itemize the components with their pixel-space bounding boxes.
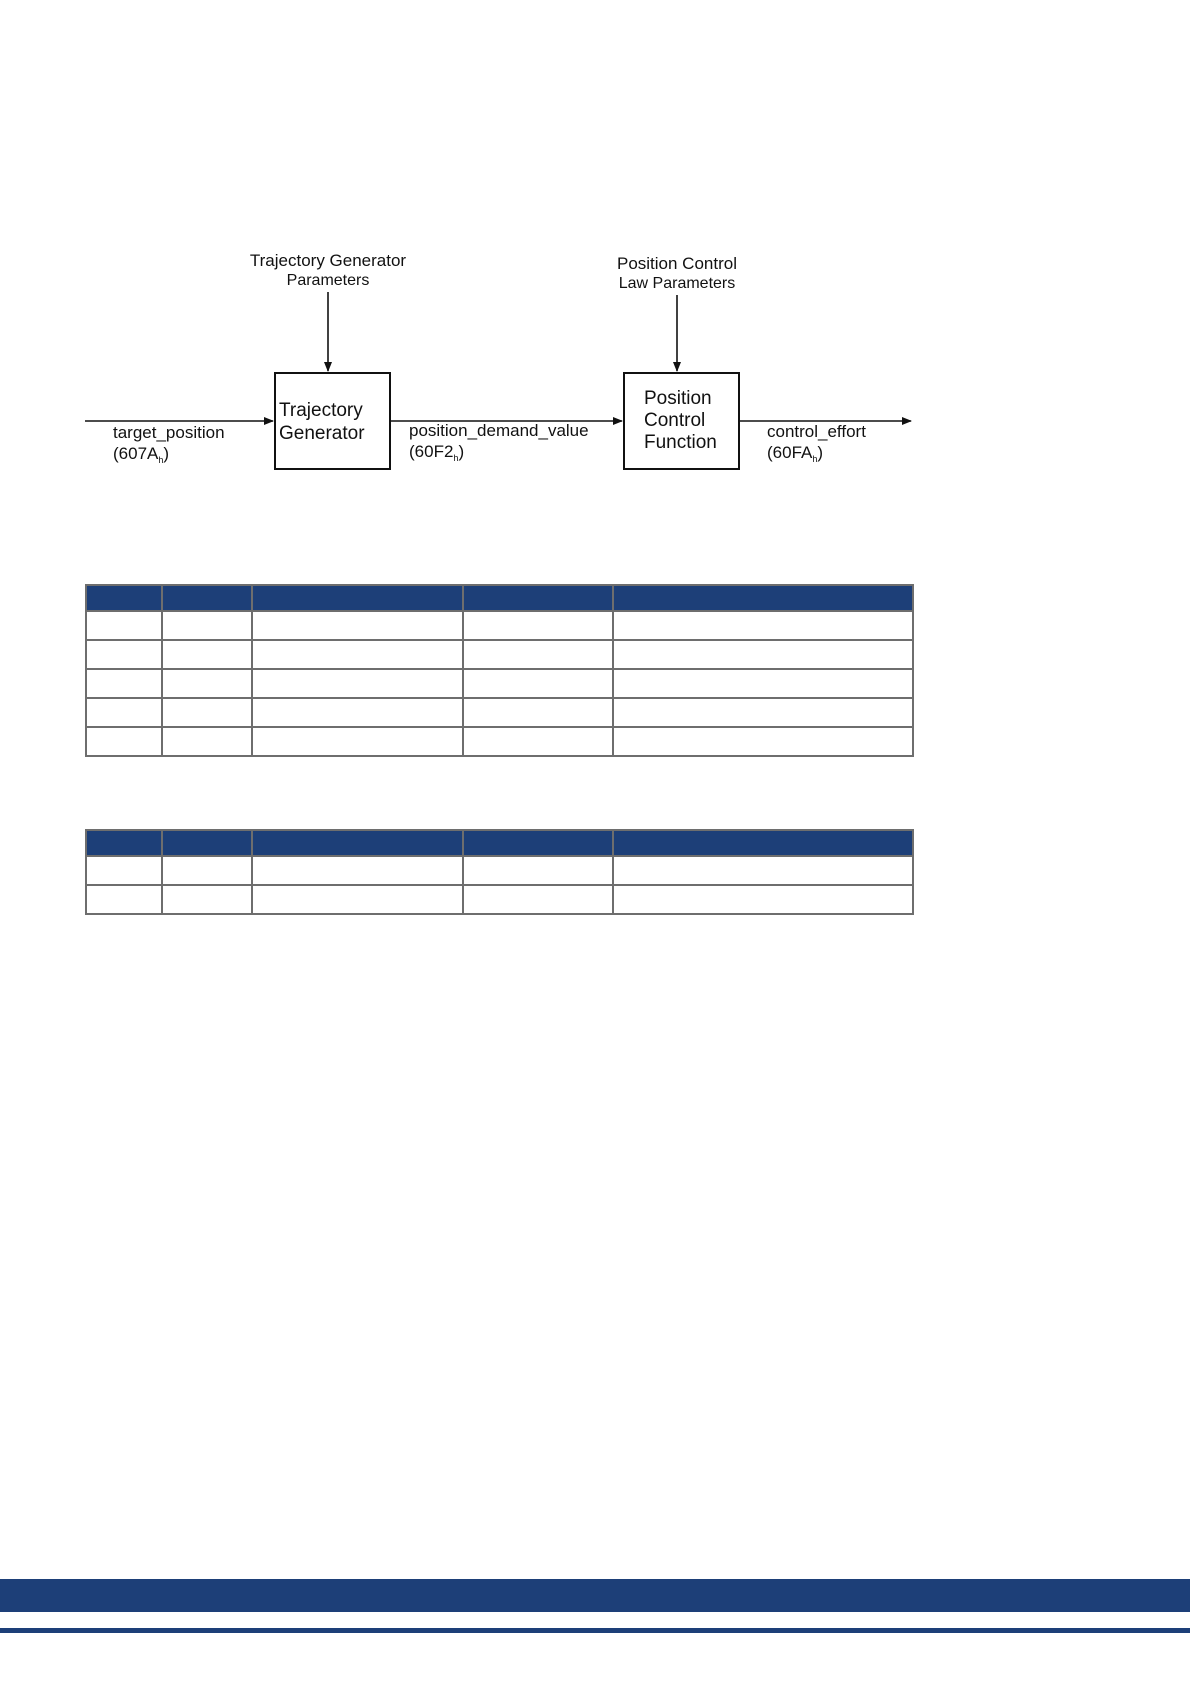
table-row [87, 728, 912, 755]
table-cell [87, 641, 161, 668]
target-position-index: $(607A_h)$ [113, 444, 170, 465]
table-cell [253, 699, 462, 726]
table-cell [253, 886, 462, 913]
table-cell [253, 670, 462, 697]
table-cell [464, 699, 612, 726]
parameter-table-2 [85, 829, 914, 915]
table-cell [87, 670, 161, 697]
table-header-cell [253, 586, 462, 610]
table-cell [253, 857, 462, 884]
table-cell [464, 670, 612, 697]
table-header-cell [464, 831, 612, 855]
table-cell [614, 641, 912, 668]
position-control-params-label-line2: Law Parameters [618, 275, 736, 292]
table-header-cell [87, 831, 161, 855]
table-cell [87, 886, 161, 913]
footer-bar [0, 1579, 1190, 1612]
table-row [87, 641, 912, 668]
table-cell [614, 886, 912, 913]
table-header-row [87, 831, 912, 855]
position-control-function-block-line1: Position [644, 388, 712, 409]
table-header-cell [87, 586, 161, 610]
position-control-function-block-line3: Function [644, 432, 717, 453]
trajectory-params-label-line1: Trajectory Generator [249, 251, 407, 270]
trajectory-generator-block-line1: Trajectory [279, 400, 363, 421]
table-cell [87, 612, 161, 639]
table-row [87, 612, 912, 639]
table-cell [163, 886, 251, 913]
trajectory-generator-block-line2: Generator [279, 423, 365, 444]
table-cell [614, 857, 912, 884]
trajectory-params-label-line2: Parameters [286, 272, 370, 289]
control-effort-index: $(60FA_h)$ [767, 443, 824, 464]
table-row [87, 670, 912, 697]
table-cell [614, 612, 912, 639]
table-header-row [87, 586, 912, 610]
table-cell [87, 728, 161, 755]
position-control-function-block-line2: Control [644, 410, 706, 431]
table-cell [87, 857, 161, 884]
table-cell [87, 699, 161, 726]
position-demand-value-label: position_demand_value [409, 421, 589, 440]
position-demand-value-index: $(60F2_h)$ [409, 442, 465, 463]
table-header-cell [614, 586, 912, 610]
table-cell [464, 857, 612, 884]
table-header-cell [464, 586, 612, 610]
control-effort-label: control_effort [767, 422, 866, 441]
trajectory-generator-block [275, 373, 390, 469]
table-cell [163, 612, 251, 639]
footer-rule [0, 1628, 1190, 1633]
table-cell [464, 612, 612, 639]
table-cell [253, 612, 462, 639]
table-header-cell [163, 831, 251, 855]
position-control-params-label-line1: Position Control [616, 254, 738, 273]
table-cell [464, 728, 612, 755]
table-cell [614, 670, 912, 697]
table-row [87, 857, 912, 884]
table-row [87, 699, 912, 726]
table-cell [163, 699, 251, 726]
table-cell [614, 728, 912, 755]
table-row [87, 886, 912, 913]
table-header-cell [614, 831, 912, 855]
target-position-label: target_position [113, 423, 225, 442]
control-block-diagram [0, 0, 1190, 520]
table-cell [253, 641, 462, 668]
table-cell [163, 857, 251, 884]
table-cell [163, 641, 251, 668]
table-cell [163, 670, 251, 697]
table-cell [614, 699, 912, 726]
table-cell [464, 641, 612, 668]
parameter-table-1 [85, 584, 914, 757]
table-cell [163, 728, 251, 755]
table-header-cell [163, 586, 251, 610]
table-cell [464, 886, 612, 913]
table-header-cell [253, 831, 462, 855]
table-cell [253, 728, 462, 755]
